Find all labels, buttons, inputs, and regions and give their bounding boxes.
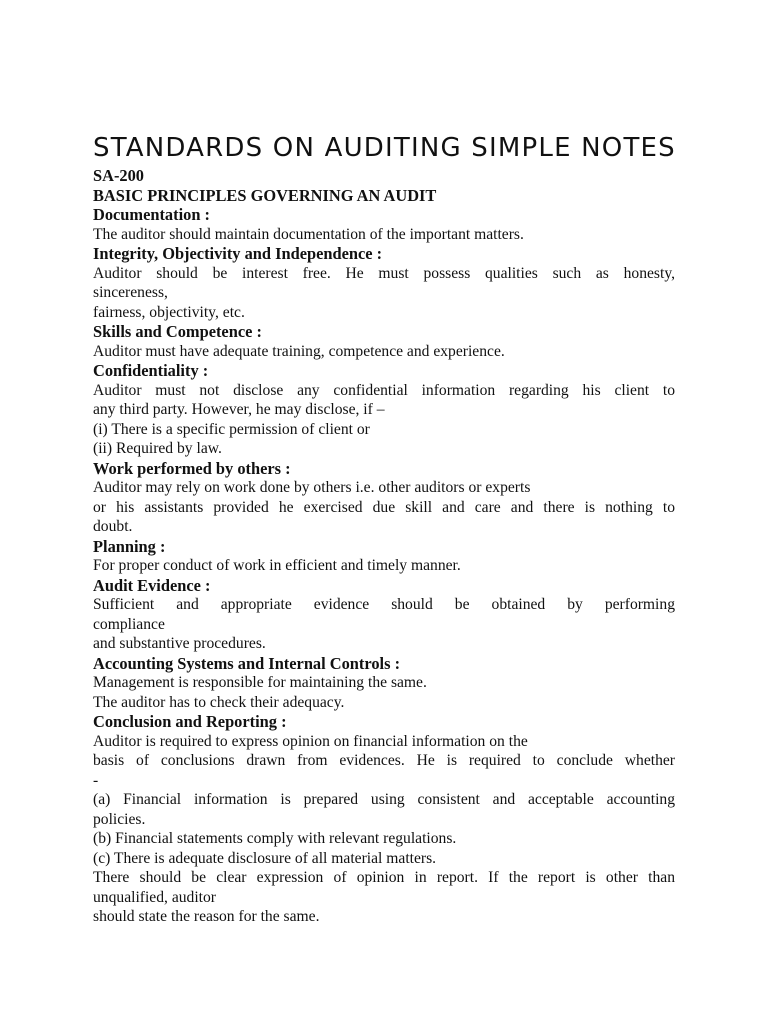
section-text-line: (b) Financial statements comply with relevant regulations. bbox=[93, 830, 457, 847]
section-heading-systems: Accounting Systems and Internal Controls : bbox=[93, 653, 401, 673]
section-text-line: compliance bbox=[93, 615, 165, 633]
section-text-line: should state the reason for the same. bbox=[93, 908, 320, 925]
page-title: STANDARDS ON AUDITING SIMPLE NOTES bbox=[93, 133, 676, 163]
section-text-line: The auditor has to check their adequacy. bbox=[93, 693, 345, 711]
section-text-line: Sufficient and appropriate evidence should be obtained by performing bbox=[93, 596, 675, 613]
section-text-line: There should be clear expression of opinion in report. If the report is other than bbox=[93, 869, 675, 886]
section-text-line: (i) There is a specific permission of client or bbox=[93, 420, 370, 438]
section-heading-confidentiality: Confidentiality : bbox=[93, 361, 209, 380]
section-heading-work-by-others: Work performed by others : bbox=[93, 458, 291, 478]
section-text-line: Management is responsible for maintaining the same. bbox=[93, 674, 427, 691]
section-text-line: (a) Financial information is prepared using consistent and acceptable accounting bbox=[93, 791, 675, 808]
subtitle: BASIC PRINCIPLES GOVERNING AN AUDIT bbox=[93, 185, 437, 205]
section-text-line: and substantive procedures. bbox=[93, 635, 266, 652]
section-text-line: Auditor must not disclose any confidential information regarding his client to bbox=[93, 381, 675, 399]
document-body bbox=[93, 131, 675, 927]
section-text-line: fairness, objectivity, etc. bbox=[93, 303, 245, 321]
section-text-line: Auditor is required to express opinion on financial information on the bbox=[93, 732, 528, 750]
section-heading-skills: Skills and Competence : bbox=[93, 322, 262, 341]
section-text-line: - bbox=[93, 771, 99, 789]
section-text-line: basis of conclusions drawn from evidences. He is required to conclude whether bbox=[93, 752, 675, 769]
section-text-line: (c) There is adequate disclosure of all material matters. bbox=[93, 849, 437, 867]
section-heading-documentation: Documentation : bbox=[93, 205, 210, 224]
section-text-line: Auditor may rely on work done by others i.e. other auditors or experts bbox=[93, 479, 531, 496]
section-text-line: or his assistants provided he exercised due skill and care and there is nothing to bbox=[93, 498, 675, 516]
standard-code: SA-200 bbox=[93, 166, 144, 185]
section-text-line: (ii) Required by law. bbox=[93, 440, 222, 457]
section-text-line: Auditor must have adequate training, competence and experience. bbox=[93, 342, 505, 360]
section-text-line: unqualified, auditor bbox=[93, 888, 216, 906]
section-text-line: policies. bbox=[93, 810, 146, 828]
section-text-line: sincereness, bbox=[93, 284, 168, 301]
section-text-line: any third party. However, he may disclose, if – bbox=[93, 401, 385, 418]
section-heading-integrity: Integrity, Objectivity and Independence : bbox=[93, 244, 383, 263]
section-heading-evidence: Audit Evidence : bbox=[93, 575, 211, 595]
section-heading-conclusion: Conclusion and Reporting : bbox=[93, 712, 287, 731]
section-text-line: The auditor should maintain documentation of the important matters. bbox=[93, 225, 524, 243]
section-heading-planning: Planning : bbox=[93, 536, 166, 556]
section-text-line: doubt. bbox=[93, 518, 133, 535]
section-text-line: For proper conduct of work in efficient and timely manner. bbox=[93, 557, 461, 574]
section-text-line: Auditor should be interest free. He must possess qualities such as honesty, bbox=[93, 264, 675, 282]
